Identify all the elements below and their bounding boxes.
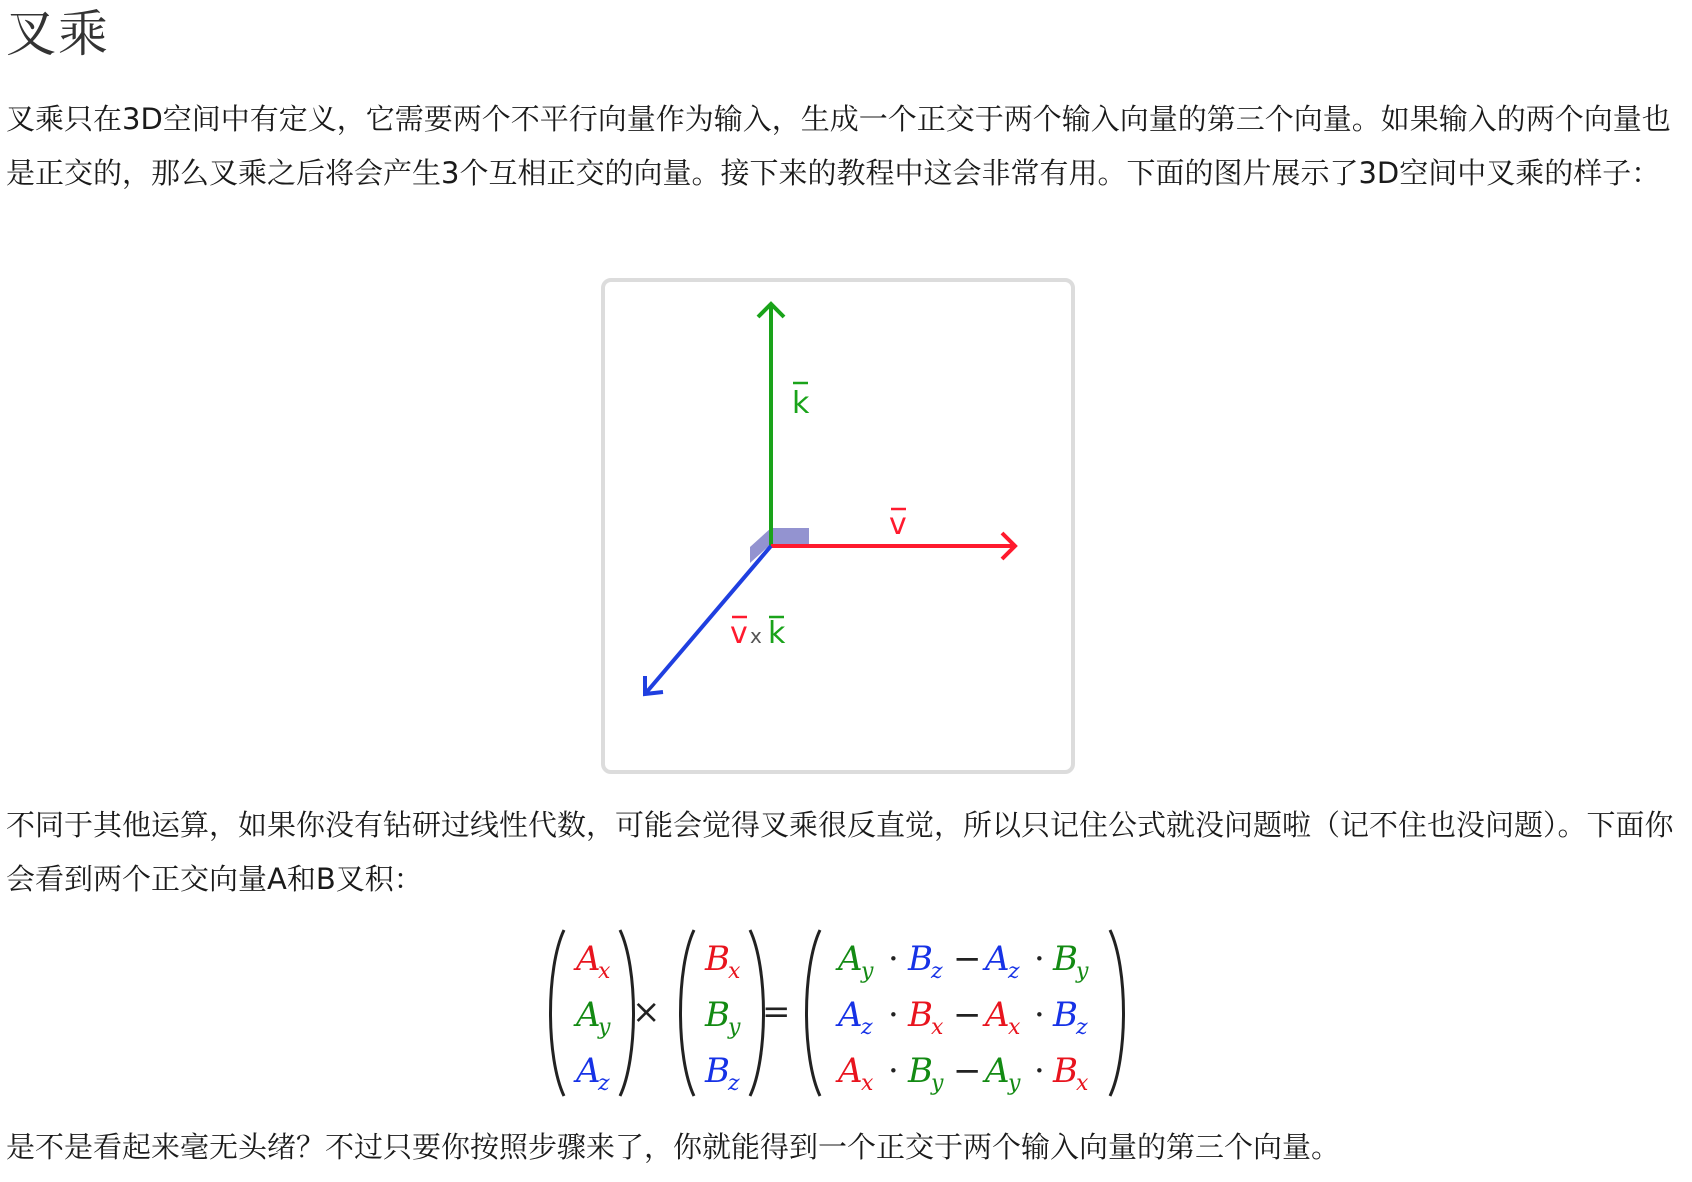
label-v: v bbox=[889, 507, 907, 542]
bx-sub: x bbox=[728, 959, 741, 984]
r2-b-main: B bbox=[908, 995, 933, 1035]
r3-c-main: A bbox=[985, 1051, 1010, 1091]
vector-v-cross-k bbox=[645, 546, 771, 694]
ay-sub: y bbox=[598, 1015, 611, 1040]
r1-c-main: A bbox=[985, 939, 1010, 979]
r2-dot1: · bbox=[888, 995, 899, 1035]
label-vxk-k: k bbox=[768, 616, 786, 651]
r2-d-main: B bbox=[1053, 995, 1078, 1035]
r1-d-sub: y bbox=[1076, 959, 1089, 984]
r1-d-main: B bbox=[1053, 939, 1078, 979]
az-sub: z bbox=[598, 1071, 610, 1096]
r1-minus: − bbox=[953, 939, 982, 979]
r1-b-sub: z bbox=[931, 959, 943, 984]
ax-sub: x bbox=[598, 959, 611, 984]
r2-d-sub: z bbox=[1076, 1015, 1088, 1040]
vector-a bbox=[573, 939, 611, 1096]
right-angle-plane-top bbox=[771, 528, 809, 544]
intro-paragraph: 叉乘只在3D空间中有定义，它需要两个不平行向量作为输入，生成一个正交于两个输入向量的第三个向量。如果输入的两个向量也是正交的，那么叉乘之后将会产生3个互相正交的向量。接下来的教程中这会非常有用。下面的图片展示了3D空间中叉乘的样子： bbox=[6, 102, 1671, 190]
bz-sub: z bbox=[728, 1071, 740, 1096]
r1-dot2: · bbox=[1034, 939, 1045, 979]
label-vxk-v: v bbox=[730, 616, 748, 651]
r3-d-main: B bbox=[1053, 1051, 1078, 1091]
r1-c-sub: z bbox=[1008, 959, 1020, 984]
r3-a-sub: x bbox=[861, 1071, 874, 1096]
r2-c-sub: x bbox=[1008, 1015, 1021, 1040]
r3-b-main: B bbox=[908, 1051, 933, 1091]
label-vxk-cross: x bbox=[750, 624, 762, 648]
bx-main: B bbox=[705, 939, 730, 979]
page-title: 叉乘 bbox=[6, 5, 110, 63]
cross-product-diagram bbox=[605, 282, 1071, 770]
r2-c-main: A bbox=[985, 995, 1010, 1035]
r1-b-main: B bbox=[908, 939, 933, 979]
r2-a-main: A bbox=[838, 995, 863, 1035]
result-vector bbox=[835, 939, 1089, 1096]
cross-product-formula bbox=[548, 928, 1128, 1098]
vector-b bbox=[704, 939, 741, 1096]
paren-b-left bbox=[681, 930, 695, 1096]
bz-main: B bbox=[705, 1051, 730, 1091]
r3-b-sub: y bbox=[931, 1071, 944, 1096]
r3-c-sub: y bbox=[1008, 1071, 1021, 1096]
r2-a-sub: z bbox=[861, 1015, 873, 1040]
r2-b-sub: x bbox=[931, 1015, 944, 1040]
paren-r-left bbox=[807, 930, 821, 1096]
ay-main: A bbox=[576, 995, 601, 1035]
paren-r-right bbox=[1110, 930, 1124, 1096]
outro-paragraph: 是不是看起来毫无头绪？不过只要你按照步骤来了，你就能得到一个正交于两个输入向量的第三个向量。 bbox=[6, 1130, 1341, 1164]
cross-product-figure bbox=[601, 278, 1075, 774]
r1-dot1: · bbox=[888, 939, 899, 979]
r3-dot2: · bbox=[1034, 1051, 1045, 1091]
r2-dot2: · bbox=[1034, 995, 1045, 1035]
r1-a-main: A bbox=[838, 939, 863, 979]
r2-minus: − bbox=[953, 995, 982, 1035]
ax-main: A bbox=[576, 939, 601, 979]
by-main: B bbox=[705, 995, 730, 1035]
r1-a-sub: y bbox=[861, 959, 874, 984]
r3-dot1: · bbox=[888, 1051, 899, 1091]
label-k: k bbox=[792, 386, 810, 421]
by-sub: y bbox=[728, 1015, 741, 1040]
az-main: A bbox=[576, 1051, 601, 1091]
r3-minus: − bbox=[953, 1051, 982, 1091]
equals-sign: = bbox=[762, 992, 791, 1032]
r3-d-sub: x bbox=[1076, 1071, 1089, 1096]
paren-a-left bbox=[551, 930, 565, 1096]
r3-a-main: A bbox=[838, 1051, 863, 1091]
times-sign: × bbox=[632, 992, 661, 1032]
middle-paragraph: 不同于其他运算，如果你没有钻研过线性代数，可能会觉得叉乘很反直觉，所以只记住公式就没问题啦（记不住也没问题）。下面你会看到两个正交向量A和B叉积： bbox=[6, 808, 1674, 896]
